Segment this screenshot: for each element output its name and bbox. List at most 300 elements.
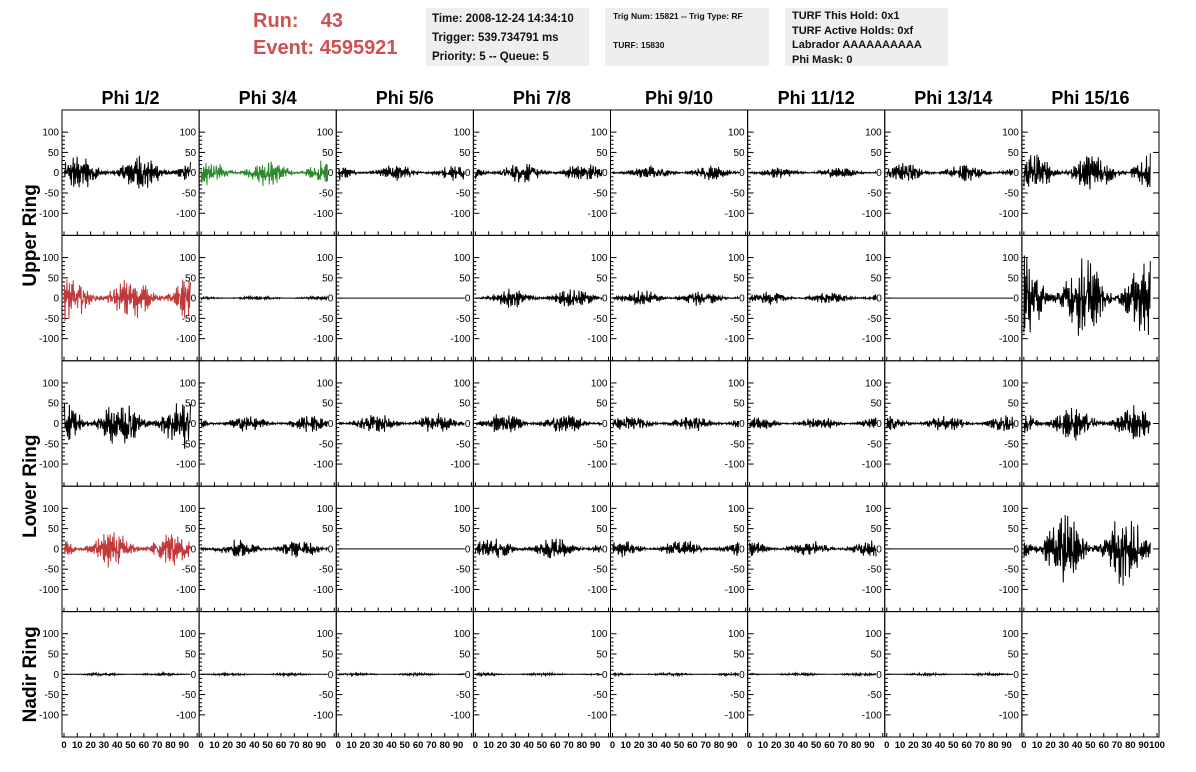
x-tick-label: 50 <box>810 740 822 751</box>
trigger-text: Trigger: 539.734791 ms <box>432 32 559 44</box>
y-tick-label: -100 <box>38 459 59 471</box>
waveform-trace <box>1024 405 1150 441</box>
y-tick-label: 100 <box>590 503 608 515</box>
waveform-trace <box>613 541 740 557</box>
y-tick-label: -50 <box>455 188 471 200</box>
y-tick-label: 100 <box>179 127 197 139</box>
x-tick-label: 80 <box>576 740 588 751</box>
y-tick-label: -100 <box>587 710 608 722</box>
column-header: Phi 9/10 <box>645 88 714 108</box>
x-tick-label: 80 <box>165 740 176 751</box>
y-tick-label: 100 <box>42 127 59 139</box>
waveform-trace <box>475 289 601 308</box>
y-tick-label: 100 <box>316 503 334 515</box>
y-tick-label: 50 <box>870 649 882 661</box>
x-tick-label: 40 <box>934 740 946 751</box>
waveform-trace <box>1024 515 1150 586</box>
y-tick-label: -100 <box>38 584 59 596</box>
x-tick-label: 70 <box>1111 740 1123 751</box>
y-tick-label: -50 <box>730 439 745 451</box>
y-tick-label: 0 <box>53 419 59 430</box>
y-tick-label: -50 <box>1004 313 1019 325</box>
y-tick-label: -50 <box>730 564 745 576</box>
turf-num-text: TURF: 15830 <box>613 40 665 50</box>
x-tick-label: 80 <box>439 740 451 751</box>
y-tick-label: 0 <box>327 293 334 305</box>
y-tick-label: 100 <box>453 378 471 390</box>
y-tick-label: 50 <box>47 649 59 661</box>
y-tick-label: 0 <box>464 544 471 556</box>
y-tick-label: 100 <box>42 629 59 641</box>
x-tick-label: 10 <box>894 740 906 751</box>
x-tick-label: 60 <box>412 740 424 751</box>
x-tick-label: 50 <box>948 740 959 751</box>
y-tick-label: 100 <box>1002 253 1019 265</box>
x-tick-label: 0 <box>746 740 753 751</box>
x-tick-label: 40 <box>797 740 809 751</box>
waveform-trace <box>475 164 601 183</box>
column-header: Phi 15/16 <box>1051 88 1130 108</box>
y-tick-label: 100 <box>453 253 471 265</box>
y-tick-label: 50 <box>185 524 197 536</box>
waveform-trace <box>64 279 191 321</box>
y-tick-label: -100 <box>587 334 608 346</box>
y-tick-label: -50 <box>867 439 882 451</box>
waveform-trace <box>1024 153 1150 189</box>
waveform-trace <box>887 673 1013 676</box>
x-tick-label: 30 <box>784 740 795 751</box>
y-tick-label: -100 <box>313 584 334 596</box>
x-tick-label: 30 <box>921 740 932 751</box>
y-tick-label: -50 <box>44 439 59 451</box>
column-header: Phi 3/4 <box>238 88 297 108</box>
y-tick-label: -100 <box>587 459 608 471</box>
y-tick-label: 0 <box>1013 293 1019 305</box>
y-tick-label: 100 <box>316 378 334 390</box>
y-tick-label: 0 <box>190 669 197 681</box>
y-tick-label: -50 <box>867 690 882 702</box>
x-tick-label: 20 <box>770 740 782 751</box>
waveform-trace <box>201 161 328 187</box>
y-tick-label: 50 <box>596 147 608 159</box>
y-tick-label: -50 <box>44 188 59 200</box>
y-tick-label: 50 <box>322 273 334 285</box>
y-tick-label: 100 <box>865 127 882 139</box>
waveform-trace <box>475 539 601 559</box>
y-tick-label: 50 <box>47 398 59 410</box>
y-tick-label: -100 <box>38 334 59 346</box>
y-tick-label: 50 <box>870 147 882 159</box>
y-tick-label: 100 <box>453 503 471 515</box>
y-tick-label: -100 <box>38 208 59 220</box>
y-tick-label: -100 <box>176 710 197 722</box>
y-tick-label: 50 <box>322 649 334 661</box>
x-tick-label: 50 <box>1085 740 1096 751</box>
waveform-trace <box>750 673 877 675</box>
x-tick-label: 80 <box>302 740 313 751</box>
y-tick-label: 50 <box>459 398 471 410</box>
x-tick-label: 40 <box>111 740 123 751</box>
y-tick-label: -50 <box>1004 188 1019 200</box>
y-tick-label: -50 <box>318 690 334 702</box>
y-tick-label: 50 <box>459 649 471 661</box>
y-tick-label: -50 <box>593 439 608 451</box>
y-tick-label: 50 <box>733 147 745 159</box>
y-tick-label: 0 <box>876 419 882 430</box>
x-tick-label: 80 <box>713 740 725 751</box>
y-tick-label: 0 <box>327 669 334 681</box>
y-tick-label: 0 <box>876 669 882 681</box>
x-tick-label: 40 <box>249 740 260 751</box>
x-tick-label: 70 <box>151 740 163 751</box>
y-tick-label: -100 <box>587 208 608 220</box>
x-tick-label: 90 <box>727 740 738 751</box>
y-tick-label: 0 <box>1013 544 1019 556</box>
x-tick-label: 40 <box>386 740 397 751</box>
x-tick-label: 80 <box>850 740 862 751</box>
y-tick-label: -50 <box>318 439 334 451</box>
y-tick-label: -100 <box>176 208 197 220</box>
y-tick-label: -50 <box>1004 564 1019 576</box>
y-tick-label: 0 <box>601 168 608 180</box>
y-tick-label: 0 <box>876 293 882 305</box>
y-tick-label: 100 <box>179 503 197 515</box>
y-tick-label: 50 <box>322 398 334 410</box>
y-tick-label: -100 <box>313 710 334 722</box>
y-tick-label: -100 <box>450 459 471 471</box>
x-tick-label: 0 <box>609 740 616 751</box>
y-tick-label: -100 <box>450 584 471 596</box>
y-tick-label: -50 <box>455 690 471 702</box>
y-tick-label: 100 <box>1002 378 1019 390</box>
y-tick-label: -50 <box>181 188 197 200</box>
y-tick-label: -100 <box>724 584 745 596</box>
y-tick-label: -50 <box>867 188 882 200</box>
x-tick-label: 90 <box>864 740 875 751</box>
y-tick-label: -100 <box>724 710 745 722</box>
y-tick-label: 100 <box>865 503 882 515</box>
y-tick-label: 0 <box>876 168 882 180</box>
y-tick-label: 50 <box>185 649 197 661</box>
x-tick-label: 90 <box>1001 740 1012 751</box>
y-tick-label: 100 <box>590 378 608 390</box>
waveform-trace <box>64 532 191 567</box>
y-tick-label: 0 <box>464 293 471 305</box>
y-tick-label: -50 <box>1004 439 1019 451</box>
y-tick-label: -50 <box>318 564 334 576</box>
y-tick-label: 100 <box>316 127 334 139</box>
row-label: Upper Ring <box>20 184 41 287</box>
y-tick-label: 50 <box>1007 398 1019 410</box>
x-tick-label: 10 <box>209 740 220 751</box>
y-tick-label: 50 <box>322 147 334 159</box>
x-tick-label: 20 <box>1045 740 1056 751</box>
y-tick-label: 100 <box>590 127 608 139</box>
y-tick-label: 50 <box>733 273 745 285</box>
x-tick-label: 70 <box>974 740 986 751</box>
column-header: Phi 13/14 <box>914 88 993 108</box>
x-tick-label: 30 <box>647 740 658 751</box>
y-tick-label: 100 <box>179 253 197 265</box>
y-tick-label: 100 <box>1002 127 1019 139</box>
x-tick-label: 30 <box>1058 740 1070 751</box>
y-tick-label: 0 <box>53 293 59 305</box>
x-tick-label: 90 <box>315 740 327 751</box>
y-tick-label: 50 <box>47 147 59 159</box>
y-tick-label: 100 <box>42 253 59 265</box>
y-tick-label: 50 <box>459 273 471 285</box>
y-tick-label: 0 <box>601 544 608 556</box>
column-header: Phi 5/6 <box>375 88 434 108</box>
y-tick-label: 50 <box>733 649 745 661</box>
panel-frame <box>1022 612 1159 737</box>
x-tick-label: 100 <box>1149 740 1165 751</box>
y-tick-label: 100 <box>865 378 882 390</box>
y-tick-label: 0 <box>739 419 745 430</box>
y-tick-label: -100 <box>176 334 197 346</box>
y-tick-label: -100 <box>313 208 334 220</box>
trig-num-text: Trig Num: 15821 -- Trig Type: RF <box>613 11 743 21</box>
y-tick-label: 100 <box>865 629 882 641</box>
y-tick-label: -100 <box>450 208 471 220</box>
y-tick-label: -100 <box>861 584 882 596</box>
y-tick-label: -100 <box>861 208 882 220</box>
y-tick-label: -100 <box>176 459 197 471</box>
x-tick-label: 10 <box>346 740 357 751</box>
y-tick-label: -50 <box>593 690 608 702</box>
y-tick-label: 50 <box>870 398 882 410</box>
waveform-trace <box>887 415 1013 431</box>
y-tick-label: 50 <box>1007 524 1019 536</box>
x-tick-label: 40 <box>660 740 672 751</box>
waveform-trace <box>750 168 877 179</box>
turf-this-hold-text: TURF This Hold: 0x1 <box>792 10 900 22</box>
x-tick-label: 90 <box>178 740 190 751</box>
x-tick-label: 0 <box>1021 740 1027 751</box>
y-tick-label: -50 <box>730 313 745 325</box>
y-tick-label: 100 <box>727 629 745 641</box>
y-tick-label: -100 <box>998 459 1019 471</box>
y-tick-label: 100 <box>316 629 334 641</box>
y-tick-label: 100 <box>453 629 471 641</box>
x-tick-label: 10 <box>483 740 494 751</box>
x-tick-label: 40 <box>523 740 534 751</box>
phi-mask-text: Phi Mask: 0 <box>792 53 853 66</box>
y-tick-label: 100 <box>179 629 197 641</box>
y-tick-label: -100 <box>861 334 882 346</box>
y-tick-label: -50 <box>730 690 745 702</box>
y-tick-label: 0 <box>1013 168 1019 180</box>
y-tick-label: 100 <box>727 378 745 390</box>
y-tick-label: 100 <box>727 127 745 139</box>
y-tick-label: 100 <box>42 503 59 515</box>
x-tick-label: 50 <box>262 740 273 751</box>
x-tick-label: 70 <box>700 740 711 751</box>
event-value: 4595921 <box>319 37 398 59</box>
x-tick-label: 80 <box>1125 740 1136 751</box>
x-tick-label: 0 <box>198 740 204 751</box>
y-tick-label: 0 <box>190 419 197 430</box>
x-tick-label: 10 <box>72 740 83 751</box>
y-tick-label: -50 <box>1004 690 1019 702</box>
x-tick-label: 40 <box>1071 740 1083 751</box>
x-tick-label: 60 <box>275 740 287 751</box>
x-tick-label: 50 <box>536 740 548 751</box>
row-label: Nadir Ring <box>20 626 41 723</box>
y-tick-label: -50 <box>867 564 882 576</box>
x-tick-label: 20 <box>908 740 919 751</box>
column-header: Phi 1/2 <box>101 88 160 108</box>
x-tick-label: 50 <box>125 740 136 751</box>
y-tick-label: 50 <box>185 147 197 159</box>
x-tick-label: 0 <box>335 740 341 751</box>
y-tick-label: -50 <box>44 313 59 325</box>
waveform-trace <box>750 292 877 305</box>
y-tick-label: -50 <box>318 313 334 325</box>
x-tick-label: 30 <box>510 740 521 751</box>
waveform-trace <box>201 296 328 300</box>
y-tick-label: 0 <box>1013 669 1019 681</box>
y-tick-label: 50 <box>47 273 59 285</box>
x-tick-label: 30 <box>98 740 110 751</box>
x-tick-label: 70 <box>563 740 574 751</box>
y-tick-label: -50 <box>593 564 608 576</box>
x-tick-label: 30 <box>235 740 247 751</box>
y-tick-label: -100 <box>176 584 197 596</box>
x-tick-label: 20 <box>633 740 645 751</box>
y-tick-label: 0 <box>53 544 59 556</box>
waveform-trace <box>338 166 464 181</box>
x-tick-label: 70 <box>837 740 849 751</box>
y-tick-label: -100 <box>998 208 1019 220</box>
x-tick-label: 60 <box>961 740 972 751</box>
waveform-trace <box>201 540 328 558</box>
x-tick-label: 90 <box>1138 740 1149 751</box>
waveform-trace <box>613 673 740 676</box>
y-tick-label: 50 <box>47 524 59 536</box>
y-tick-label: -50 <box>455 564 471 576</box>
y-tick-label: -100 <box>861 710 882 722</box>
y-tick-label: 100 <box>727 253 745 265</box>
y-tick-label: 100 <box>316 253 334 265</box>
waveform-trace <box>338 673 464 676</box>
y-tick-label: -50 <box>730 188 745 200</box>
waveform-trace <box>475 673 601 676</box>
y-tick-label: 100 <box>42 378 59 390</box>
y-tick-label: -50 <box>455 313 471 325</box>
row-label: Lower Ring <box>20 434 41 538</box>
labrador-text: Labrador AAAAAAAAAA <box>792 39 922 52</box>
turf-active-holds-text: TURF Active Holds: 0xf <box>792 24 914 37</box>
x-tick-label: 0 <box>884 740 890 751</box>
run-value: 43 <box>320 10 344 32</box>
x-tick-label: 20 <box>85 740 96 751</box>
y-tick-label: -100 <box>313 459 334 471</box>
y-tick-label: 0 <box>1013 419 1019 430</box>
y-tick-label: 0 <box>190 544 197 556</box>
column-header: Phi 11/12 <box>777 88 855 108</box>
waveform-trace <box>64 403 191 449</box>
y-tick-label: -100 <box>998 334 1019 346</box>
waveform-trace <box>201 673 328 676</box>
y-tick-label: 0 <box>327 544 334 556</box>
y-tick-label: 50 <box>1007 147 1019 159</box>
y-tick-label: 50 <box>322 524 334 536</box>
event-label: Event: <box>253 37 315 59</box>
x-tick-label: 80 <box>987 740 999 751</box>
y-tick-label: 100 <box>179 378 197 390</box>
column-header: Phi 7/8 <box>512 88 571 108</box>
y-tick-label: -50 <box>181 439 197 451</box>
y-tick-label: 0 <box>601 669 608 681</box>
y-tick-label: 100 <box>727 503 745 515</box>
time-text: Time: 2008-12-24 14:34:10 <box>432 13 574 25</box>
y-tick-label: 0 <box>739 168 745 180</box>
y-tick-label: 50 <box>185 273 197 285</box>
y-tick-label: 50 <box>596 273 608 285</box>
x-tick-label: 90 <box>452 740 464 751</box>
x-tick-label: 90 <box>589 740 601 751</box>
y-tick-label: 100 <box>1002 503 1019 515</box>
x-tick-label: 50 <box>399 740 411 751</box>
y-tick-label: 50 <box>459 524 471 536</box>
y-tick-label: 50 <box>1007 273 1019 285</box>
y-tick-label: 50 <box>459 147 471 159</box>
y-tick-label: 0 <box>601 293 608 305</box>
x-tick-label: 60 <box>1098 740 1110 751</box>
waveform-trace <box>613 291 740 306</box>
x-tick-label: 10 <box>620 740 632 751</box>
y-tick-label: -100 <box>998 584 1019 596</box>
waveform-trace <box>613 417 740 432</box>
y-tick-label: -50 <box>181 313 197 325</box>
waveform-trace <box>475 414 601 432</box>
waveform-trace <box>613 166 740 180</box>
y-tick-label: -100 <box>861 459 882 471</box>
waveform-trace <box>338 413 464 432</box>
x-tick-label: 60 <box>138 740 150 751</box>
y-tick-label: 0 <box>53 669 59 681</box>
x-tick-label: 30 <box>372 740 384 751</box>
y-tick-label: 0 <box>464 168 471 180</box>
y-tick-label: -50 <box>867 313 882 325</box>
x-tick-label: 0 <box>472 740 479 751</box>
y-tick-label: -100 <box>450 334 471 346</box>
x-tick-label: 10 <box>757 740 769 751</box>
y-tick-label: -50 <box>181 564 197 576</box>
y-tick-label: 50 <box>596 398 608 410</box>
x-tick-label: 50 <box>673 740 685 751</box>
y-tick-label: -100 <box>450 710 471 722</box>
waveform-trace <box>64 156 191 189</box>
y-tick-label: 0 <box>327 419 334 430</box>
run-label: Run: <box>253 10 299 32</box>
y-tick-label: 50 <box>870 273 882 285</box>
y-tick-label: 50 <box>596 649 608 661</box>
y-tick-label: 0 <box>190 293 197 305</box>
y-tick-label: 100 <box>865 253 882 265</box>
y-tick-label: 100 <box>590 629 608 641</box>
y-tick-label: 0 <box>739 293 745 305</box>
priority-text: Priority: 5 -- Queue: 5 <box>432 51 549 63</box>
y-tick-label: 0 <box>190 168 197 180</box>
y-tick-label: 0 <box>601 419 608 430</box>
y-tick-label: 100 <box>1002 629 1019 641</box>
waveform-trace <box>201 416 328 432</box>
y-tick-label: 0 <box>464 419 471 430</box>
y-tick-label: -50 <box>318 188 334 200</box>
x-tick-label: 0 <box>61 740 67 751</box>
